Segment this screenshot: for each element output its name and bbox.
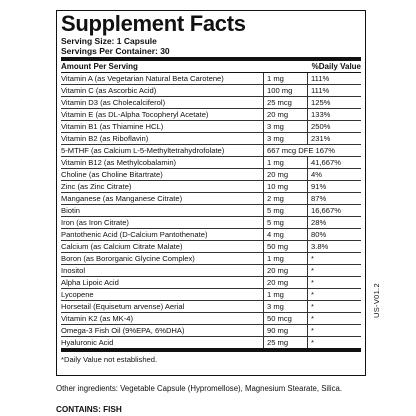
column-divider	[307, 241, 308, 252]
amount-value: 3 mg	[267, 302, 284, 311]
nutrient-name: Pantothenic Acid (D-Calcium Pantothenate)	[61, 230, 208, 239]
daily-value: *	[311, 314, 314, 323]
column-divider	[263, 265, 264, 276]
daily-value: 3.8%	[311, 242, 329, 251]
amount-value: 20 mg	[267, 170, 289, 179]
daily-value: 111%	[311, 74, 330, 83]
table-row	[61, 217, 361, 229]
amount-value: 1 mg	[267, 74, 284, 83]
column-divider	[263, 289, 264, 300]
amount-value: 4 mg	[267, 230, 284, 239]
table-row	[61, 325, 361, 337]
nutrient-name: Choline (as Choline Bitartrate)	[61, 170, 163, 179]
daily-value: 250%	[311, 122, 331, 131]
amount-value: 5 mg	[267, 218, 284, 227]
nutrient-name: Vitamin D3 (as Cholecalciferol)	[61, 98, 166, 107]
table-row	[61, 253, 361, 265]
daily-value: 111%	[311, 86, 330, 95]
nutrient-name: Vitamin B12 (as Methylcobalamin)	[61, 158, 177, 167]
amount-value: 20 mg	[267, 110, 289, 119]
amount-value: 50 mcg	[267, 314, 292, 323]
column-divider	[307, 325, 308, 336]
column-divider	[263, 181, 264, 192]
column-divider	[263, 229, 264, 240]
amount-value: 25 mcg	[267, 98, 292, 107]
table-row	[61, 157, 361, 169]
amount-value: 50 mg	[267, 242, 289, 251]
nutrient-name: Boron (as Bororganic Glycine Complex)	[61, 254, 195, 263]
daily-value: 231%	[311, 134, 331, 143]
column-divider	[263, 313, 264, 324]
column-divider	[307, 121, 308, 132]
amount-value: 1 mg	[267, 158, 284, 167]
column-divider	[263, 217, 264, 228]
nutrient-name: Vitamin C (as Ascorbic Acid)	[61, 86, 157, 95]
nutrient-name: Biotin	[61, 206, 80, 215]
table-row	[61, 229, 361, 241]
table-row	[61, 313, 361, 325]
bottom-divider	[61, 348, 361, 352]
column-divider	[263, 277, 264, 288]
panel-title: Supplement Facts	[61, 11, 246, 36]
column-divider	[263, 145, 264, 156]
daily-value: 80%	[311, 230, 327, 239]
amount-value: 1 mg	[267, 290, 284, 299]
nutrient-name: Manganese (as Manganese Citrate)	[61, 194, 183, 203]
nutrient-name: Vitamin E (as DL-Alpha Tocopheryl Acetate)	[61, 110, 209, 119]
column-divider	[263, 205, 264, 216]
nutrient-name: Vitamin K2 (as MK-4)	[61, 314, 134, 323]
column-divider	[307, 193, 308, 204]
column-divider	[263, 97, 264, 108]
table-row	[61, 85, 361, 97]
amount-value: 3 mg	[267, 134, 284, 143]
column-divider	[307, 97, 308, 108]
column-divider	[307, 205, 308, 216]
daily-value: 87%	[311, 194, 327, 203]
table-row	[61, 169, 361, 181]
allergen-statement: CONTAINS: FISH	[56, 405, 122, 414]
table-row	[61, 241, 361, 253]
daily-value: 28%	[311, 218, 327, 227]
supplement-facts-panel	[56, 10, 366, 376]
daily-value: *	[311, 326, 314, 335]
column-divider	[263, 301, 264, 312]
table-row	[61, 109, 361, 121]
nutrient-name: 5-MTHF (as Calcium L-5-Methyltetrahydrofolate)	[61, 146, 225, 155]
daily-value-header: %Daily Value	[311, 62, 361, 71]
nutrient-name: Vitamin B2 (as Riboflavin)	[61, 134, 149, 143]
column-divider	[263, 169, 264, 180]
nutrient-name: Iron (as Iron Citrate)	[61, 218, 129, 227]
daily-value: 125%	[311, 98, 331, 107]
table-row	[61, 277, 361, 289]
column-divider	[307, 253, 308, 264]
table-row	[61, 301, 361, 313]
table-row	[61, 133, 361, 145]
column-divider	[307, 181, 308, 192]
daily-value: 4%	[311, 170, 322, 179]
version-code: US-V01.2	[372, 283, 381, 318]
daily-value: 133%	[311, 110, 331, 119]
column-divider	[307, 337, 308, 348]
column-divider	[307, 169, 308, 180]
column-divider	[263, 325, 264, 336]
nutrient-name: Vitamin B1 (as Thiamine HCL)	[61, 122, 164, 131]
amount-value: 3 mg	[267, 122, 284, 131]
column-divider	[307, 85, 308, 96]
column-divider	[307, 229, 308, 240]
table-row	[61, 181, 361, 193]
nutrient-name: Hyaluronic Acid	[61, 338, 114, 347]
nutrient-name: Alpha Lipoic Acid	[61, 278, 119, 287]
column-divider	[307, 277, 308, 288]
column-divider	[307, 265, 308, 276]
column-divider	[263, 193, 264, 204]
daily-value: 41,667%	[311, 158, 341, 167]
nutrient-name: Calcium (as Calcium Citrate Malate)	[61, 242, 183, 251]
amount-value: 10 mg	[267, 182, 289, 191]
column-divider	[307, 313, 308, 324]
column-divider	[263, 85, 264, 96]
column-divider	[263, 73, 264, 84]
table-row	[61, 265, 361, 277]
nutrient-name: Zinc (as Zinc Citrate)	[61, 182, 132, 191]
daily-value: *	[311, 302, 314, 311]
daily-value: *	[311, 266, 314, 275]
amount-value: 1 mg	[267, 254, 284, 263]
column-divider	[263, 253, 264, 264]
amount-header: Amount Per Serving	[61, 62, 138, 71]
amount-value: 2 mg	[267, 194, 284, 203]
column-divider	[307, 301, 308, 312]
column-divider	[307, 73, 308, 84]
nutrient-name: Inositol	[61, 266, 86, 275]
table-row	[61, 337, 361, 348]
column-divider	[263, 109, 264, 120]
column-divider	[263, 133, 264, 144]
column-divider	[263, 337, 264, 348]
table-row	[61, 193, 361, 205]
column-divider	[263, 241, 264, 252]
table-row	[61, 73, 361, 85]
daily-value: *	[311, 278, 314, 287]
amount-value: 100 mg	[267, 86, 293, 95]
footnote: *Daily Value not established.	[61, 355, 158, 364]
table-row	[61, 289, 361, 301]
amount-value: 20 mg	[267, 266, 289, 275]
daily-value: *	[311, 338, 314, 347]
servings-per-container: Servings Per Container: 30	[61, 46, 170, 56]
serving-size: Serving Size: 1 Capsule	[61, 36, 157, 46]
table-row	[61, 121, 361, 133]
nutrient-name: Omega-3 Fish Oil (9%EPA, 6%DHA)	[61, 326, 185, 335]
column-divider	[263, 157, 264, 168]
amount-value: 25 mg	[267, 338, 289, 347]
daily-value: *	[311, 254, 314, 263]
nutrient-name: Lycopene	[61, 290, 94, 299]
column-divider	[307, 157, 308, 168]
daily-value: 16,667%	[311, 206, 341, 215]
amount-value: 20 mg	[267, 278, 289, 287]
other-ingredients: Other ingredients: Vegetable Capsule (Hypromellose), Magnesium Stearate, Silica.	[56, 384, 343, 393]
amount-value: 667 mcg DFE 167%	[267, 146, 335, 155]
nutrient-name: Vitamin A (as Vegetarian Natural Beta Carotene)	[61, 74, 224, 83]
column-divider	[307, 109, 308, 120]
column-divider	[307, 217, 308, 228]
column-divider	[307, 289, 308, 300]
amount-value: 5 mg	[267, 206, 284, 215]
table-row	[61, 97, 361, 109]
nutrient-rows	[61, 73, 361, 348]
nutrient-name: Horsetail (Equisetum arvense) Aerial	[61, 302, 185, 311]
column-divider	[263, 121, 264, 132]
table-row	[61, 145, 361, 157]
amount-value: 90 mg	[267, 326, 289, 335]
column-header	[61, 61, 361, 73]
table-row	[61, 205, 361, 217]
daily-value: *	[311, 290, 314, 299]
column-divider	[307, 133, 308, 144]
daily-value: 91%	[311, 182, 327, 191]
